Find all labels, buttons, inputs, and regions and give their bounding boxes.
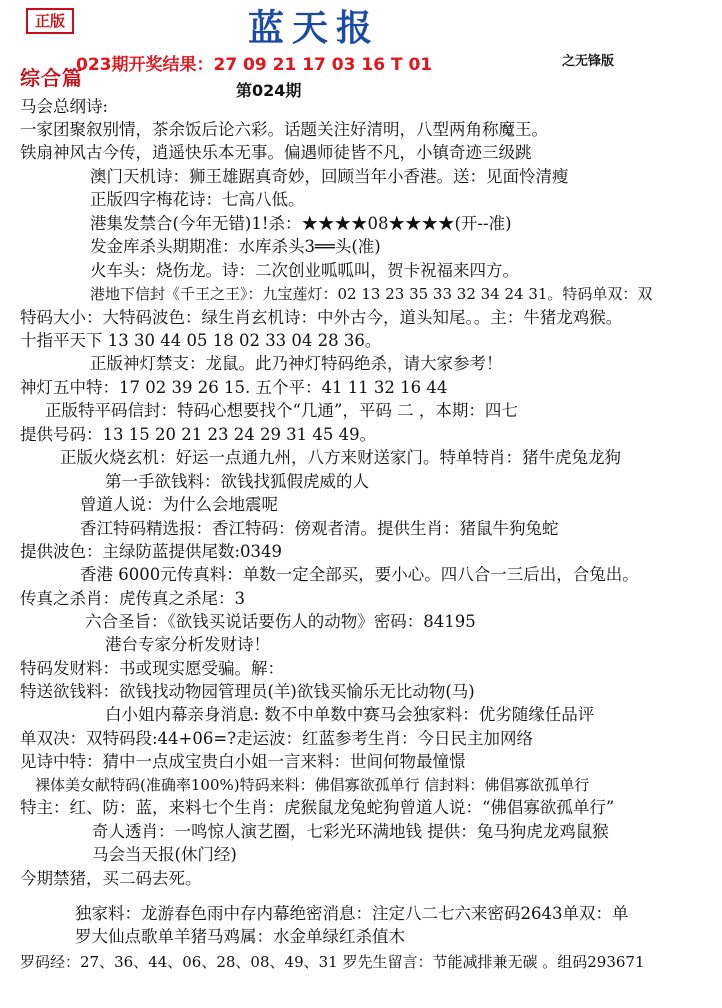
- text-line: 神灯五中特：17 02 39 26 15. 五个平：41 11 32 16 44: [20, 378, 448, 397]
- text-line: 传真之杀肖：虎传真之杀尾：3: [20, 589, 245, 608]
- text-line: 曾道人说：为什么会地震呢: [80, 495, 278, 514]
- text-line: 独家料：龙游春色雨中存内幕绝密消息：注定八二七六来密码2643单双：单: [75, 904, 629, 923]
- text-line: 铁扇神风古今传，逍遥快乐本无事。偏遇师徒皆不凡，小镇奇迹三级跳: [20, 143, 532, 162]
- text-line: 奇人透肖：一鸣惊人演艺圈，七彩光环满地钱 提供：兔马狗虎龙鸡鼠猴: [92, 822, 609, 841]
- text-line: 第一手欲钱料：欲钱找狐假虎威的人: [105, 472, 369, 491]
- text-line: 见诗中特：猜中一点成宝贵白小姐一言来料：世间何物最憧憬: [20, 752, 466, 771]
- text-line: 今期禁猪，买二码去死。: [20, 869, 202, 888]
- text-line: 火车头：烧伤龙。诗：二次创业呱呱叫，贺卡祝福来四方。: [90, 261, 519, 280]
- text-line: 正版神灯禁支：龙鼠。此乃神灯特码绝杀，请大家参考！: [90, 354, 503, 373]
- text-line: 一家团聚叙别情，茶余饭后论六彩。话题关注好清明，八型两角称魔王。: [20, 120, 548, 139]
- text-line: 马会当天报(休门经): [92, 845, 237, 864]
- text-line: 白小姐内幕亲身消息: 数不中单数中赛马会独家料：优劣随缘任品评: [105, 705, 595, 724]
- newspaper-title: 蓝天报: [248, 8, 381, 49]
- text-line: 香港 6000元传真料：单数一定全部买，要小心。四八合一三后出，合兔出。: [80, 565, 639, 584]
- text-line: 澳门天机诗：狮王雄踞真奇妙，回顾当年小香港。送：见面怜清瘦: [90, 167, 569, 186]
- text-line: 特主：红、防：蓝，来料七个生肖：虎猴鼠龙兔蛇狗曾道人说：“佛倡寡欲孤单行”: [20, 798, 615, 817]
- text-line: 六合圣旨：《欲钱买说话要伤人的动物》密码：84195: [85, 612, 476, 631]
- issue-number: 第024期: [236, 81, 302, 100]
- text-line: 正版火烧玄机：好运一点通九州，八方来财送家门。特单特肖：猪牛虎兔龙狗: [60, 448, 621, 467]
- text-line: 港地下信封《千王之王》：九宝莲灯：02 13 23 35 33 32 34 24 31。特码单双：双: [90, 285, 653, 303]
- text-line: 正版四字梅花诗：七高八低。: [90, 190, 305, 209]
- text-line: 发金库杀头期期准：水库杀头3══头(准): [90, 237, 381, 256]
- edition-label: 之无锋版: [562, 54, 615, 69]
- text-line: 正版特平码信封：特码心想要找个“几通”，平码 二 ，本期：四七: [45, 401, 518, 420]
- text-line: 港台专家分析发财诗！: [105, 635, 270, 654]
- text-line: 裸体美女献特码(准确率100%)特码来料：佛倡寡欲孤单行 信封料：佛倡寡欲孤单行: [35, 776, 590, 794]
- text-line: 特码发财料：书或现实愿受骗。解：: [20, 659, 284, 678]
- text-line: 提供号码：13 15 20 21 23 24 29 31 45 49。: [20, 425, 377, 444]
- section-label: 综合篇: [20, 66, 83, 90]
- text-line: 特送欲钱料：欲钱找动物园管理员(羊)欲钱买愉乐无比动物(马): [20, 682, 475, 701]
- text-line: 港集发禁合(今年无错)1!杀：★★★★08★★★★(开--准): [90, 214, 512, 233]
- text-line: 罗码经：27、36、44、06、28、08、49、31 罗先生留言：节能减排兼无碳 。组码293671: [20, 953, 645, 971]
- text-line: 提供波色：主绿防蓝提供尾数:0349: [20, 542, 283, 561]
- draw-result: 023期开奖结果：27 09 21 17 03 16 T 01: [76, 55, 433, 75]
- zhengban-badge: 正版: [26, 8, 74, 34]
- text-line: 罗大仙点歌单羊猪马鸡属：水金单绿红杀值木: [75, 927, 405, 946]
- text-line: 单双决：双特码段:44+06=?走运波：红蓝参考生肖：今日民主加网络: [20, 729, 534, 748]
- text-line: 十指平天下 13 30 44 05 18 02 33 04 28 36。: [20, 331, 382, 350]
- text-line: 马会总纲诗:: [20, 97, 109, 116]
- text-line: 特码大小：大特码波色：绿生肖玄机诗：中外古今，道头知尾。。主：牛猪龙鸡猴。: [20, 308, 623, 327]
- text-line: 香江特码精选报：香江特码：傍观者清。提供生肖：猪鼠牛狗兔蛇: [80, 519, 559, 538]
